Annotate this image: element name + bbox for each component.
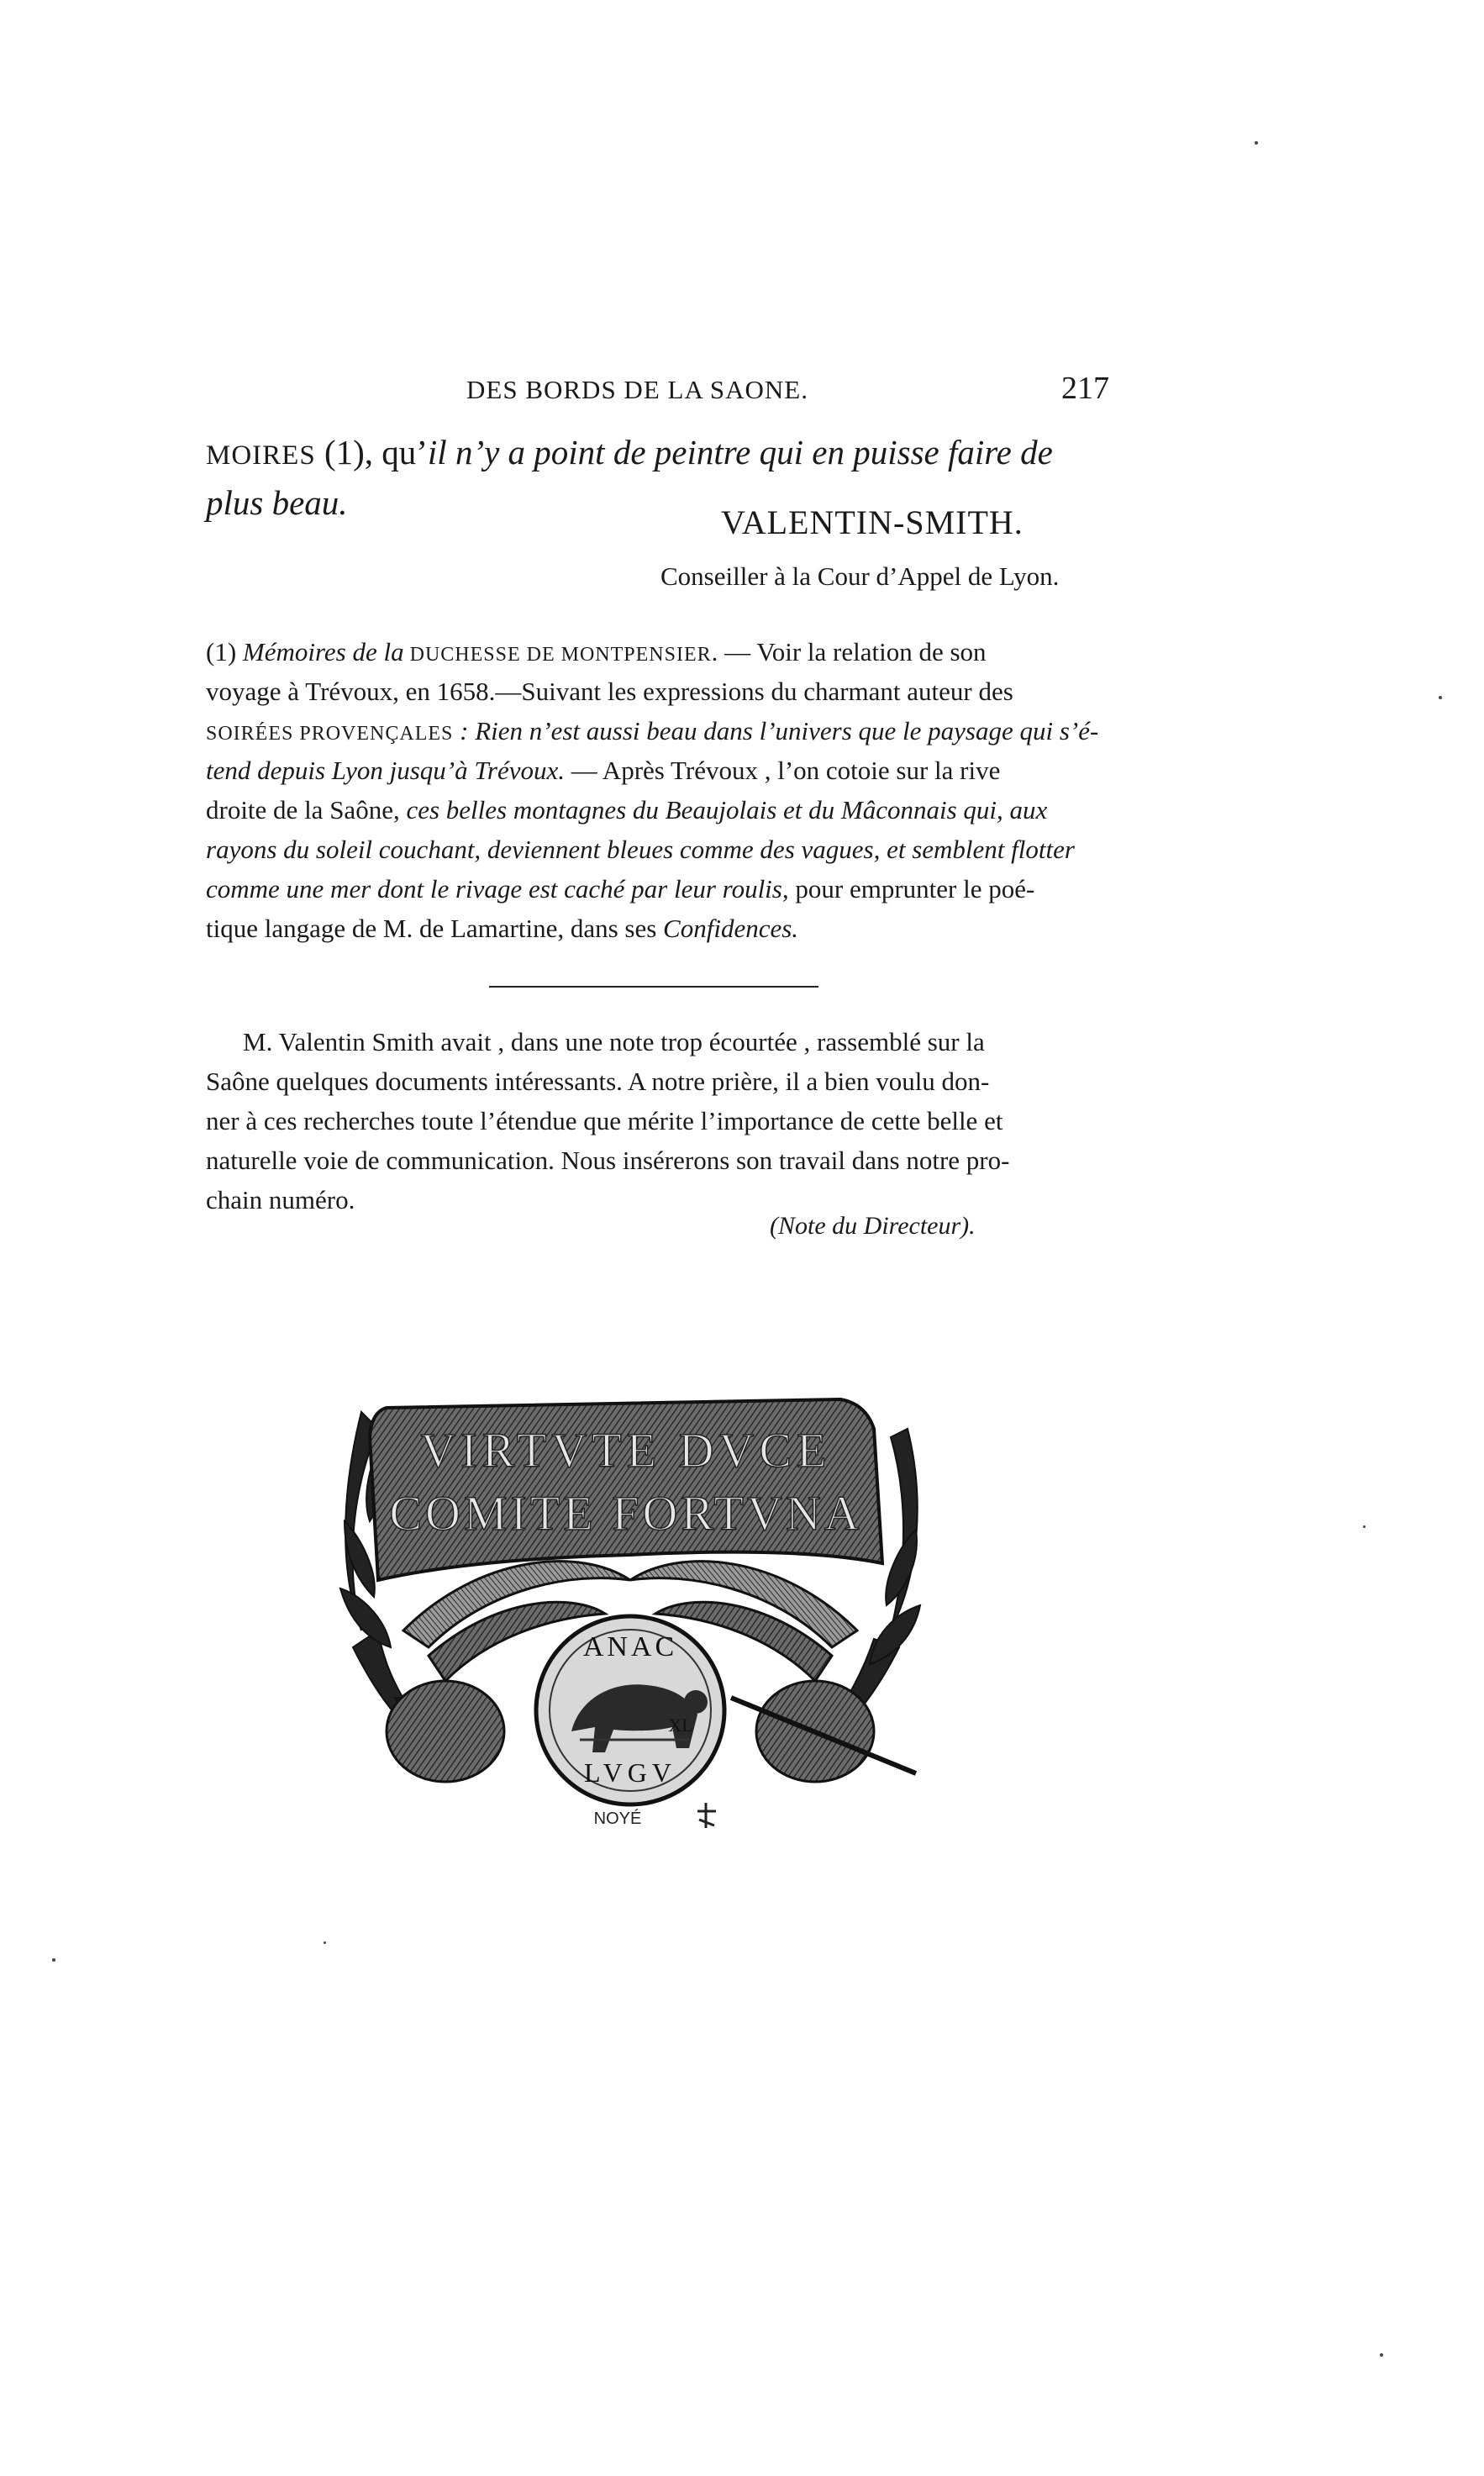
footnote-quote-italic: tend depuis Lyon jusqu’à Trévoux.: [206, 756, 566, 785]
footnote-quote-italic: comme une mer dont le rivage est caché par leur roulis,: [206, 874, 789, 903]
footnote-number: (1): [206, 637, 243, 666]
scan-speck: [324, 1941, 326, 1944]
coin-legend-top: ANAC: [582, 1631, 678, 1662]
footnote-text: pour emprunter le poé-: [788, 874, 1035, 903]
footnote-text: — Après Trévoux , l’on cotoie sur la rive: [565, 756, 1001, 785]
footnote-quote-italic: rayons du soleil couchant, deviennent bleues comme des vagues, et semblent flotter: [206, 835, 1075, 864]
footnote-text: droite de la Saône,: [206, 795, 407, 824]
author-signature: VALENTIN-SMITH.: [721, 503, 1024, 541]
editor-note-line-5: chain numéro.: [206, 1185, 355, 1214]
scan-speck: [52, 1958, 55, 1962]
footnote-quote-italic: ces belles montagnes du Beaujolais et du Mâconnais qui, aux: [406, 795, 1048, 824]
footnote-quote-italic: : Rien n’est aussi beau dans l’univers que le paysage qui s’é-: [453, 716, 1099, 745]
roman-coin: [536, 1616, 724, 1804]
footnote-title-italic: Mémoires de la: [242, 637, 404, 666]
footnote-line-2: voyage à Trévoux, en 1658.—Suivant les expressions du charmant auteur des: [206, 677, 1013, 706]
editor-note-line-4: naturelle voie de communication. Nous insérerons son travail dans notre pro-: [206, 1146, 1010, 1175]
footnote-work-italic: Confidences.: [663, 914, 799, 943]
main-text-line-1: [206, 429, 1109, 479]
footnote-small-caps: DUCHESSE DE: [403, 644, 561, 666]
scan-speck: [1255, 141, 1258, 145]
section-divider: [489, 986, 818, 988]
scan-speck: [1363, 1525, 1366, 1528]
engraver-monogram: [697, 1803, 716, 1828]
footnote-line-4: [206, 754, 1109, 788]
footnote-line-7: [206, 872, 1109, 906]
scan-speck: [1439, 696, 1442, 699]
running-head: [206, 371, 1109, 417]
tablet-motto-line-1: VIRTVTE DVCE: [420, 1423, 832, 1478]
editor-note-line-1: M. Valentin Smith avait , dans une note trop écourtée , rassemblé sur la: [243, 1027, 985, 1056]
footnote-reference: (1), qu’: [315, 433, 428, 471]
author-affiliation: Conseiller à la Cour d’Appel de Lyon.: [660, 561, 1060, 591]
coin-mark: XL: [668, 1715, 693, 1736]
footnote-line-1: [206, 635, 1109, 672]
main-text-small-caps: MOIRES: [206, 440, 316, 471]
footnote-text: tique langage de M. de Lamartine, dans ses: [206, 914, 664, 943]
engraver-signature: NOYÉ: [593, 1810, 642, 1828]
editor-note-signature: (Note du Directeur).: [770, 1212, 976, 1240]
editor-note-line-3: ner à ces recherches toute l’étendue que mérite l’importance de cette belle et: [206, 1106, 1003, 1135]
footnote-line-3: [206, 714, 1109, 751]
quotation-italic: il n’y a point de peintre qui en puisse faire de: [427, 433, 1053, 471]
engraved-vignette: [328, 1378, 933, 1832]
footnote-line-6: [206, 833, 1109, 867]
footnote-text: . — Voir la relation de son: [711, 637, 987, 666]
running-title: DES BORDS DE LA SAONE.: [466, 375, 808, 404]
editor-note-line-2: Saône quelques documents intéressants. A notre prière, il a bien voulu don-: [206, 1067, 990, 1096]
footnote-line-8: [206, 912, 1109, 946]
footnote-small-caps-name: MONTPENSIER: [560, 644, 712, 666]
footnote-small-caps-work: SOIRÉES PROVENÇALES: [206, 723, 454, 745]
quotation-italic-end: plus beau.: [206, 483, 348, 522]
footnote-line-5: [206, 793, 1109, 827]
tablet-motto-line-2: COMITE FORTVNA: [389, 1486, 863, 1541]
shield-left: [387, 1681, 504, 1782]
page-number: 217: [1061, 371, 1109, 406]
scan-speck: [1380, 2353, 1383, 2357]
coin-legend-bottom: LVGV: [584, 1757, 676, 1788]
